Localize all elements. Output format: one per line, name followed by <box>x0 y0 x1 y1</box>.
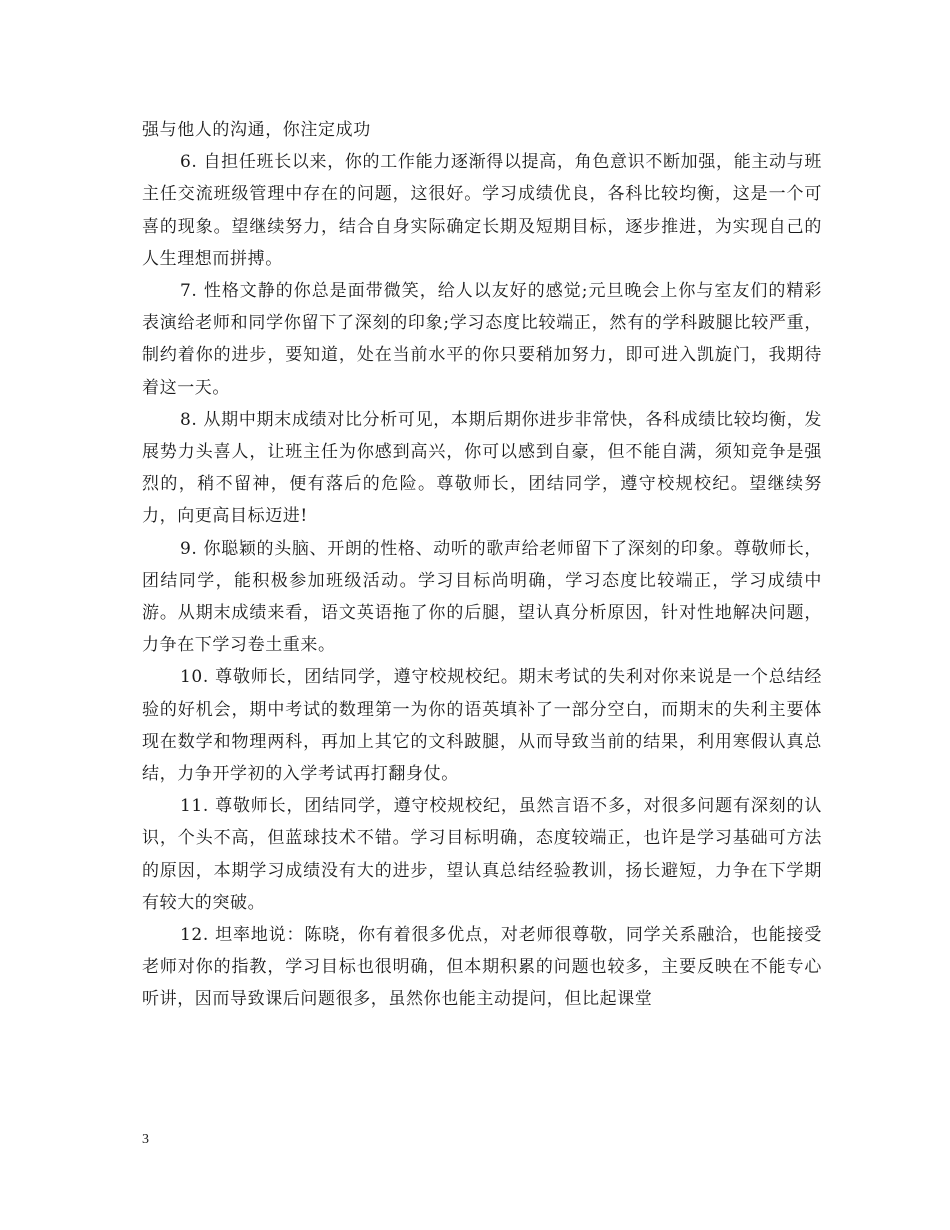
paragraph-10: 10. 尊敬师长，团结同学，遵守校规校纪。期末考试的失利对你来说是一个总结经验的好机会，期中考试的数理第一为你的语英填补了一部分空白，而期末的失利主要体现在数学和物理两科，再加上其它的文科跛腿，从而导致当前的结果，利用寒假认真总结，力争开学初的入学考试再打翻身仗。 <box>142 667 822 785</box>
paragraph-11: 11. 尊敬师长，团结同学，遵守校规校纪，虽然言语不多，对很多问题有深刻的认识，个头不高，但蓝球技术不错。学习目标明确，态度较端正，也许是学习基础可方法的原因，本期学习成绩没有大的进步，望认真总结经验教训，扬长避短，力争在下学期有较大的突破。 <box>142 796 822 913</box>
page-number: 3 <box>142 1132 149 1147</box>
continuation-paragraph: 强与他人的沟通，你注定成功 <box>142 120 371 140</box>
paragraph-6: 6. 自担任班长以来，你的工作能力逐渐得以提高，角色意识不断加强，能主动与班主任交流班级管理中存在的问题，这很好。学习成绩优良，各科比较均衡，这是一个可喜的现象。望继续努力，结合自身实际确定长期及短期目标，逐步推进，为实现自己的人生理想而拼搏。 <box>142 152 822 269</box>
paragraph-9: 9. 你聪颖的头脑、开朗的性格、动听的歌声给老师留下了深刻的印象。尊敬师长，团结同学，能积极参加班级活动。学习目标尚明确，学习态度比较端正，学习成绩中游。从期末成绩来看，语文英语拖了你的后腿，望认真分析原因，针对性地解决问题，力争在下学习卷土重来。 <box>142 538 822 656</box>
paragraph-12: 12. 坦率地说：陈晓，你有着很多优点，对老师很尊敬，同学关系融洽，也能接受老师对你的指教，学习目标也很明确，但本期积累的问题也较多，主要反映在不能专心听讲，因而导致课后问题很多，虽然你也能主动提问，但比起课堂 <box>142 925 822 1010</box>
paragraph-8: 8. 从期中期末成绩对比分析可见，本期后期你进步非常快，各科成绩比较均衡，发展势力头喜人，让班主任为你感到高兴，你可以感到自豪，但不能自满，须知竞争是强烈的，稍不留神，便有落后的危险。尊敬师长，团结同学，遵守校规校纪。望继续努力，向更高目标迈进! <box>142 409 822 527</box>
document-body <box>142 114 822 1016</box>
paragraph-7: 7. 性格文静的你总是面带微笑，给人以友好的感觉;元旦晚会上你与室友们的精彩表演给老师和同学你留下了深刻的印象;学习态度比较端正，然有的学科跛腿比较严重，制约着你的进步，要知道，处在当前水平的你只要稍加努力，即可进入凯旋门，我期待着这一天。 <box>142 281 822 398</box>
